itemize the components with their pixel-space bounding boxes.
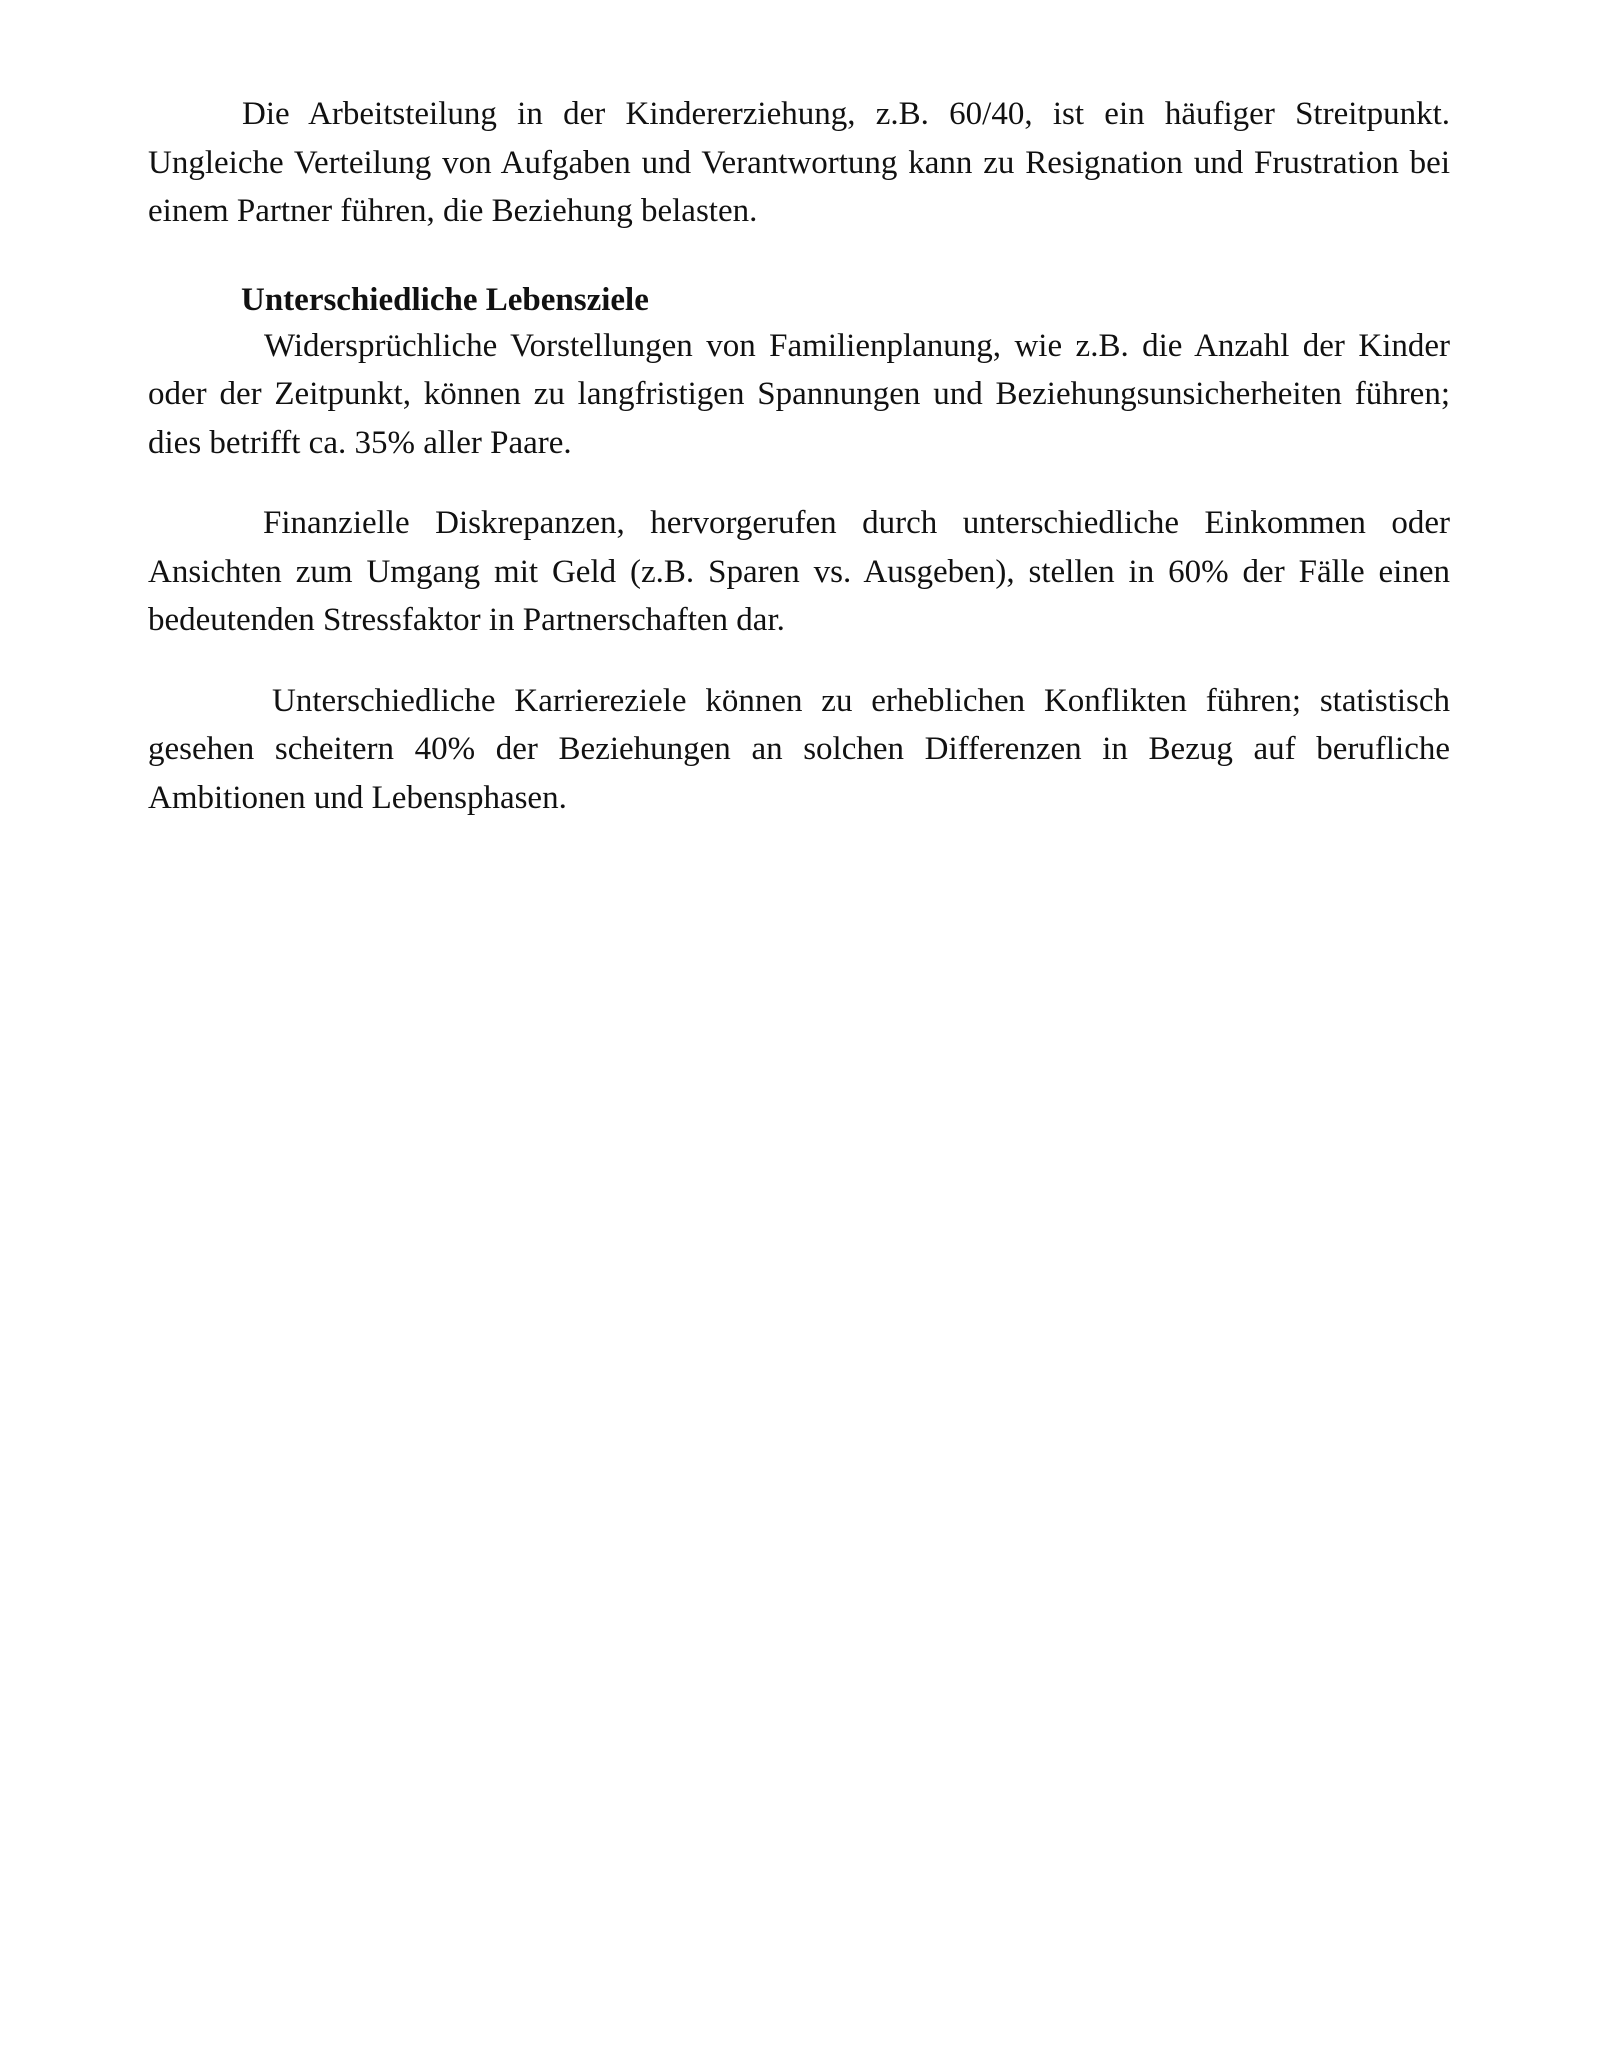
paragraph-financial-discrepancies: Finanzielle Diskrepanzen, hervorgerufen durch unterschiedliche Einkommen oder Ansichten zum Umgang mit Geld (z.B. Sparen vs. Ausgeben), stellen in 60% der Fälle einen bedeutenden Stressfaktor in Partnerschaften dar. — [148, 505, 1450, 638]
paragraph-family-planning: Widersprüchliche Vorstellungen von Familienplanung, wie z.B. die Anzahl der Kinder oder der Zeitpunkt, können zu langfristigen Spannungen und Beziehungsunsicherheiten führen; dies betrifft ca. 35% aller Paare. — [148, 327, 1450, 461]
paragraph-division-of-labor: Die Arbeitsteilung in der Kindererziehung, z.B. 60/40, ist ein häufiger Streitpunkt. Ungleiche Verteilung von Aufgaben und Verantwortung kann zu Resignation und Frustration bei einem Partner führen, die Beziehung belasten. — [148, 96, 1450, 229]
document-body — [148, 90, 1450, 822]
section-heading: Unterschiedliche Lebensziele — [241, 281, 649, 318]
paragraph-career-goals: Unterschiedliche Karriereziele können zu erheblichen Konflikten führen; statistisch gesehen scheitern 40% der Beziehungen an solchen Differenzen in Bezug auf berufliche Ambitionen und Lebensphasen. — [148, 682, 1450, 816]
